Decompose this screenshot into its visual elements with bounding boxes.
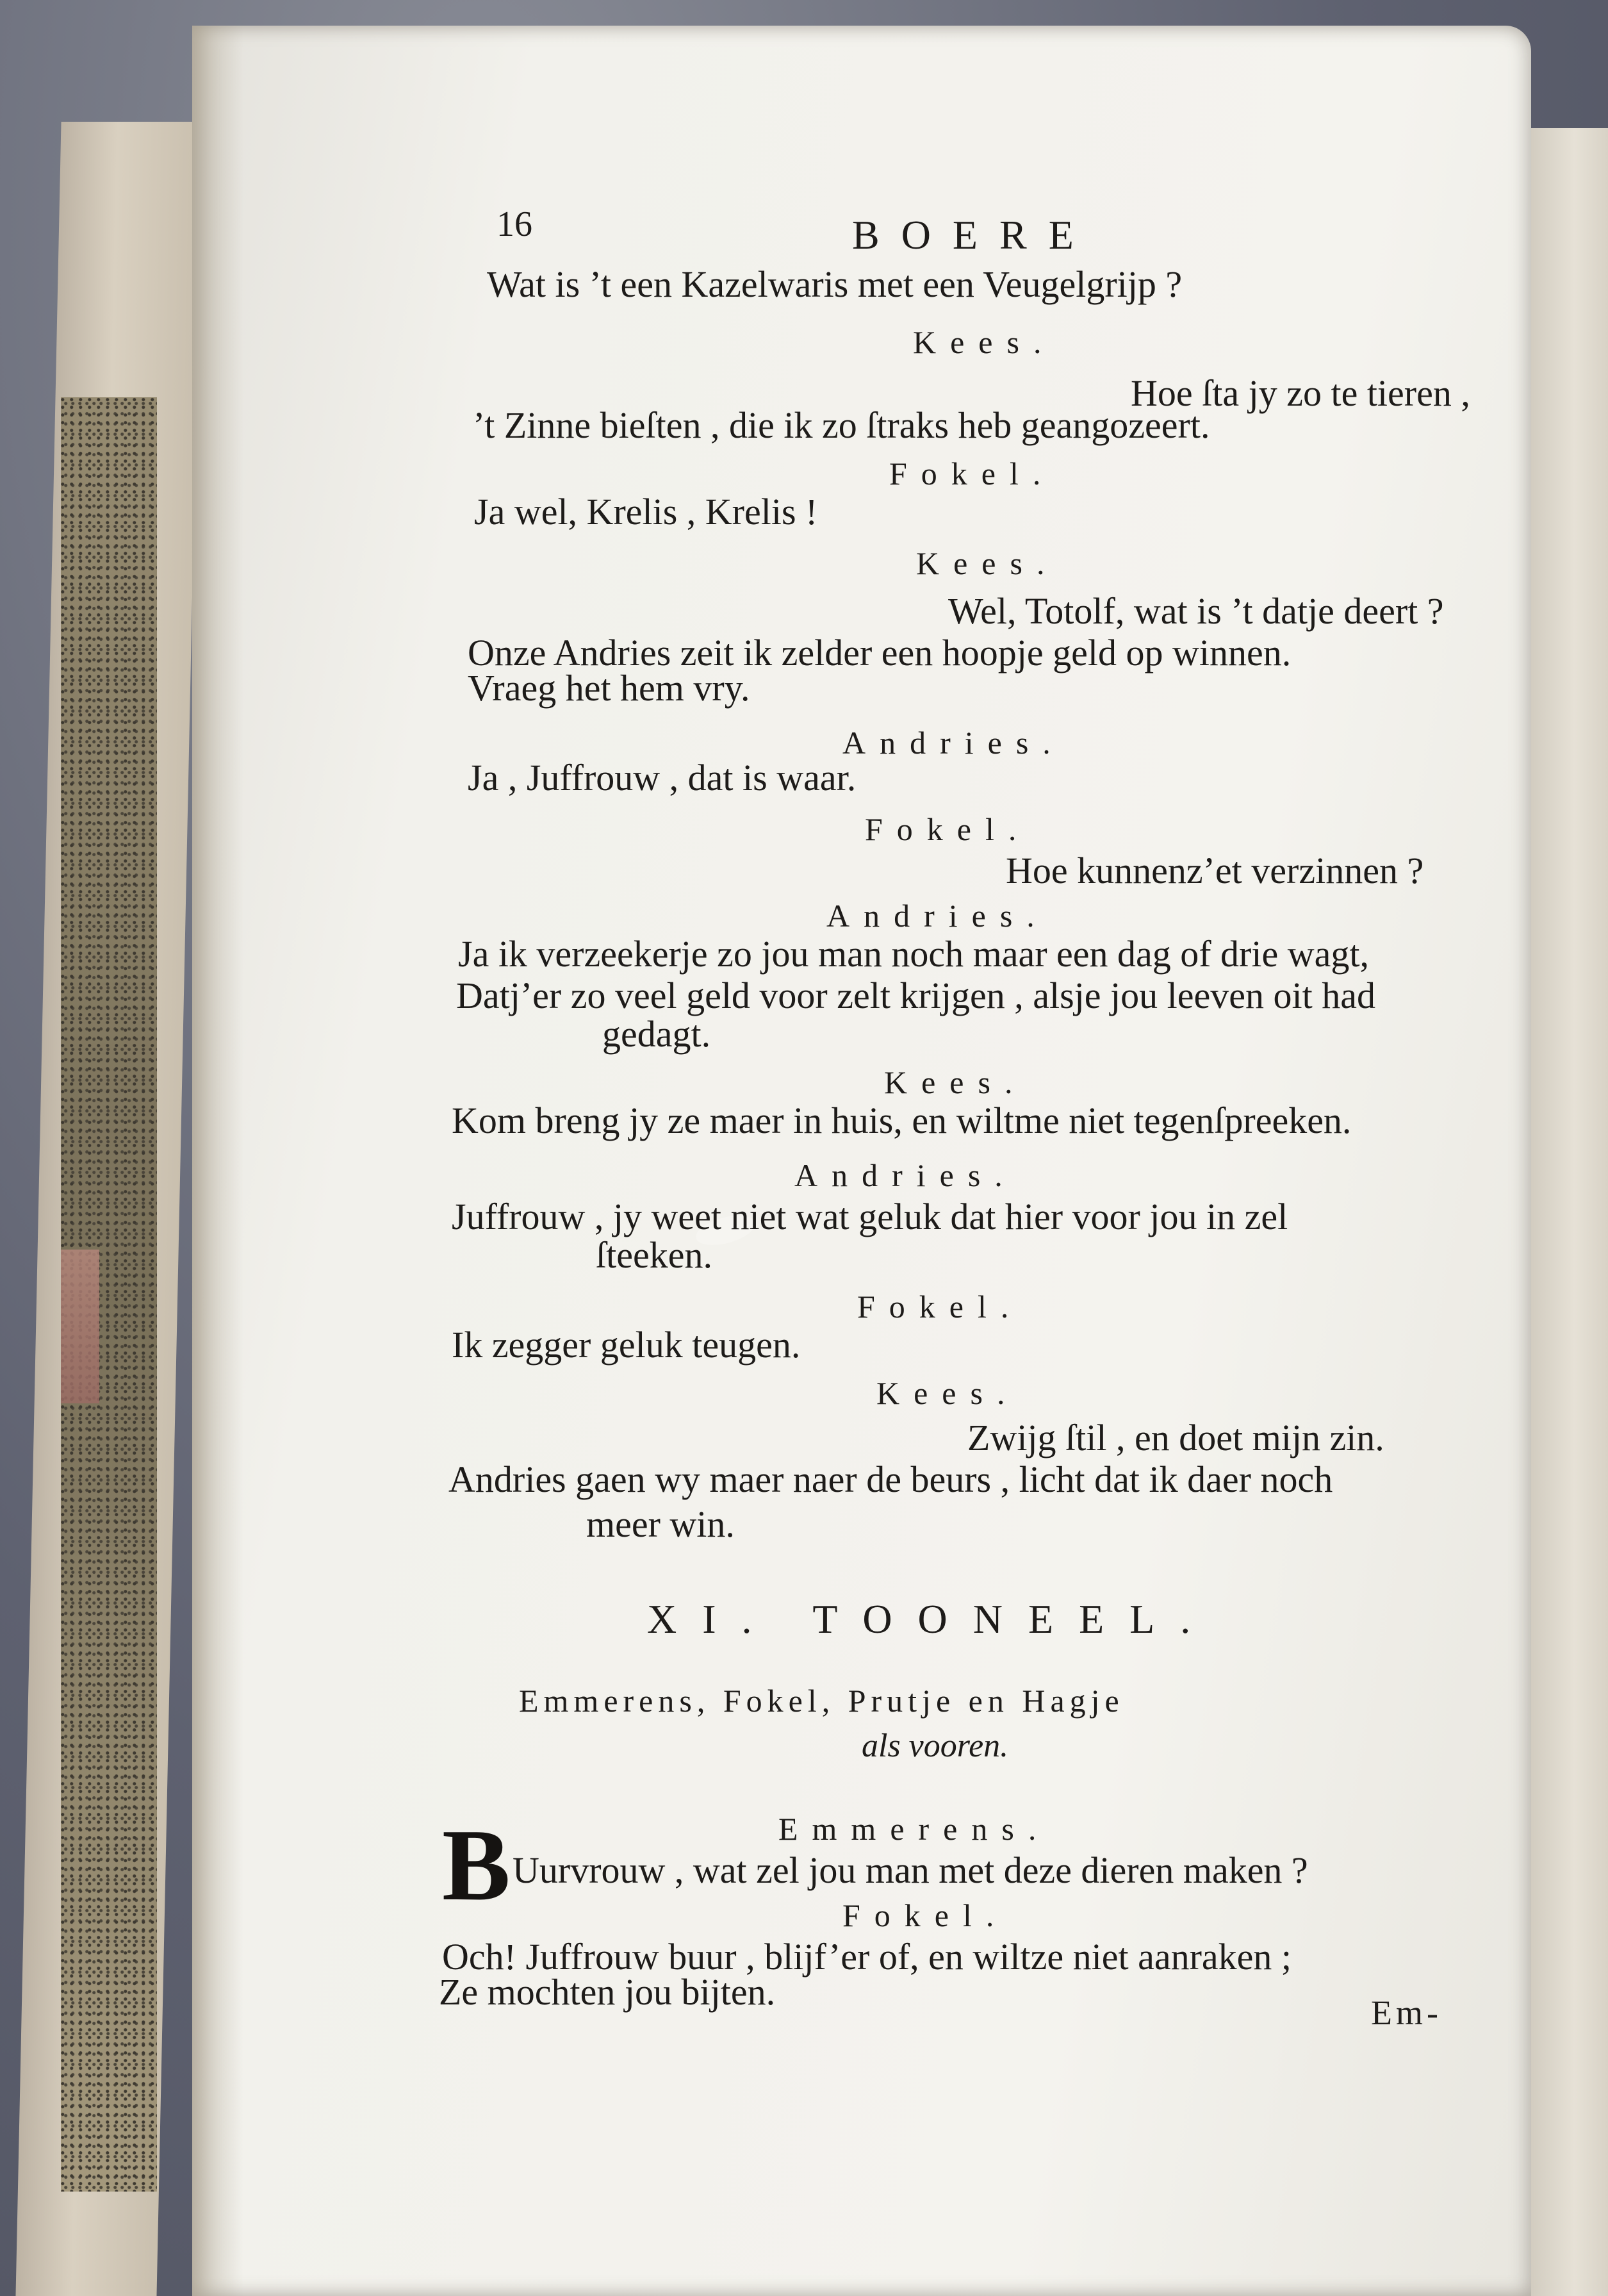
speaker-name: Andries. bbox=[842, 725, 1065, 761]
verse-line: Zwijg ſtil , en doet mijn zin. bbox=[967, 1417, 1384, 1458]
speaker-name: Fokel. bbox=[889, 456, 1055, 491]
verse-line: Wat is ’t een Kazelwaris met een Veugelgrijp ? bbox=[487, 263, 1183, 305]
verse-line: Andries gaen wy maer naer de beurs , licht dat ik daer noch bbox=[448, 1458, 1333, 1500]
verse-line: ſteeken. bbox=[596, 1234, 712, 1276]
verse-line: Hoe kunnenz’et verzinnen ? bbox=[1006, 850, 1424, 891]
speaker-name: Kees. bbox=[916, 545, 1059, 581]
speaker-name: Fokel. bbox=[865, 811, 1031, 847]
verse-line: Uurvrouw , wat zel jou man met deze dieren maken ? bbox=[513, 1849, 1308, 1891]
stage-direction: als vooren. bbox=[862, 1728, 1009, 1764]
verse-line: Ik zegger geluk teugen. bbox=[452, 1324, 801, 1366]
verse-line: Ja , Juffrouw , dat is waar. bbox=[468, 757, 857, 798]
scene-title: XI. TOONEEL. bbox=[647, 1596, 1217, 1642]
speaker-name: Fokel. bbox=[842, 1897, 1008, 1933]
speaker-name: Kees. bbox=[913, 324, 1056, 360]
verse-line: Ja wel, Krelis , Krelis ! bbox=[474, 491, 818, 533]
drop-cap: B bbox=[442, 1808, 511, 1922]
verse-line: Datj’er zo veel geld voor zelt krijgen , alsje jou leeven oit had bbox=[456, 975, 1375, 1016]
verse-line: Juffrouw , jy weet niet wat geluk dat hier voor jou in zel bbox=[452, 1196, 1288, 1237]
speaker-name: Kees. bbox=[876, 1375, 1019, 1411]
verse-line: Kom breng jy ze maer in huis, en wiltme niet tegenſpreeken. bbox=[452, 1100, 1352, 1141]
speaker-name: Andries. bbox=[794, 1157, 1017, 1193]
verse-line: Ja ik verzeekerje zo jou man noch maar een dag of drie wagt, bbox=[458, 933, 1369, 975]
verse-line: Hoe ſta jy zo te tieren , bbox=[1131, 372, 1470, 414]
verse-line: Och! Juffrouw buur , blijf’er of, en wiltze niet aanraken ; bbox=[442, 1936, 1292, 1978]
verse-line: Onze Andries zeit ik zelder een hoopje geld op winnen. bbox=[468, 632, 1292, 673]
verse-line: meer win. bbox=[586, 1503, 735, 1545]
folio-number: 16 bbox=[496, 204, 532, 244]
verse-line: Ze mochten jou bijten. bbox=[439, 1971, 776, 2013]
cast-list: Emmerens, Fokel, Prutje en Hagje bbox=[519, 1683, 1124, 1719]
verse-line: Wel, Totolf, wat is ’t datje deert ? bbox=[948, 590, 1444, 632]
speaker-name: Kees. bbox=[884, 1064, 1027, 1100]
speaker-name: Andries. bbox=[826, 898, 1049, 934]
page-gutter-shadow bbox=[192, 26, 243, 2296]
verse-line: ’t Zinne bieſten , die ik zo ſtraks heb geangozeert. bbox=[473, 404, 1210, 446]
running-head: BOERE bbox=[852, 212, 1095, 258]
marbled-endpaper-stain bbox=[61, 1250, 99, 1403]
verse-line: gedagt. bbox=[602, 1013, 711, 1055]
speaker-name: Emmerens. bbox=[778, 1811, 1051, 1847]
verse-line: Vraeg het hem vry. bbox=[468, 667, 750, 709]
facing-page-edge bbox=[1525, 128, 1608, 2296]
catchword: Em- bbox=[1371, 1994, 1442, 2032]
speaker-name: Fokel. bbox=[857, 1289, 1023, 1325]
